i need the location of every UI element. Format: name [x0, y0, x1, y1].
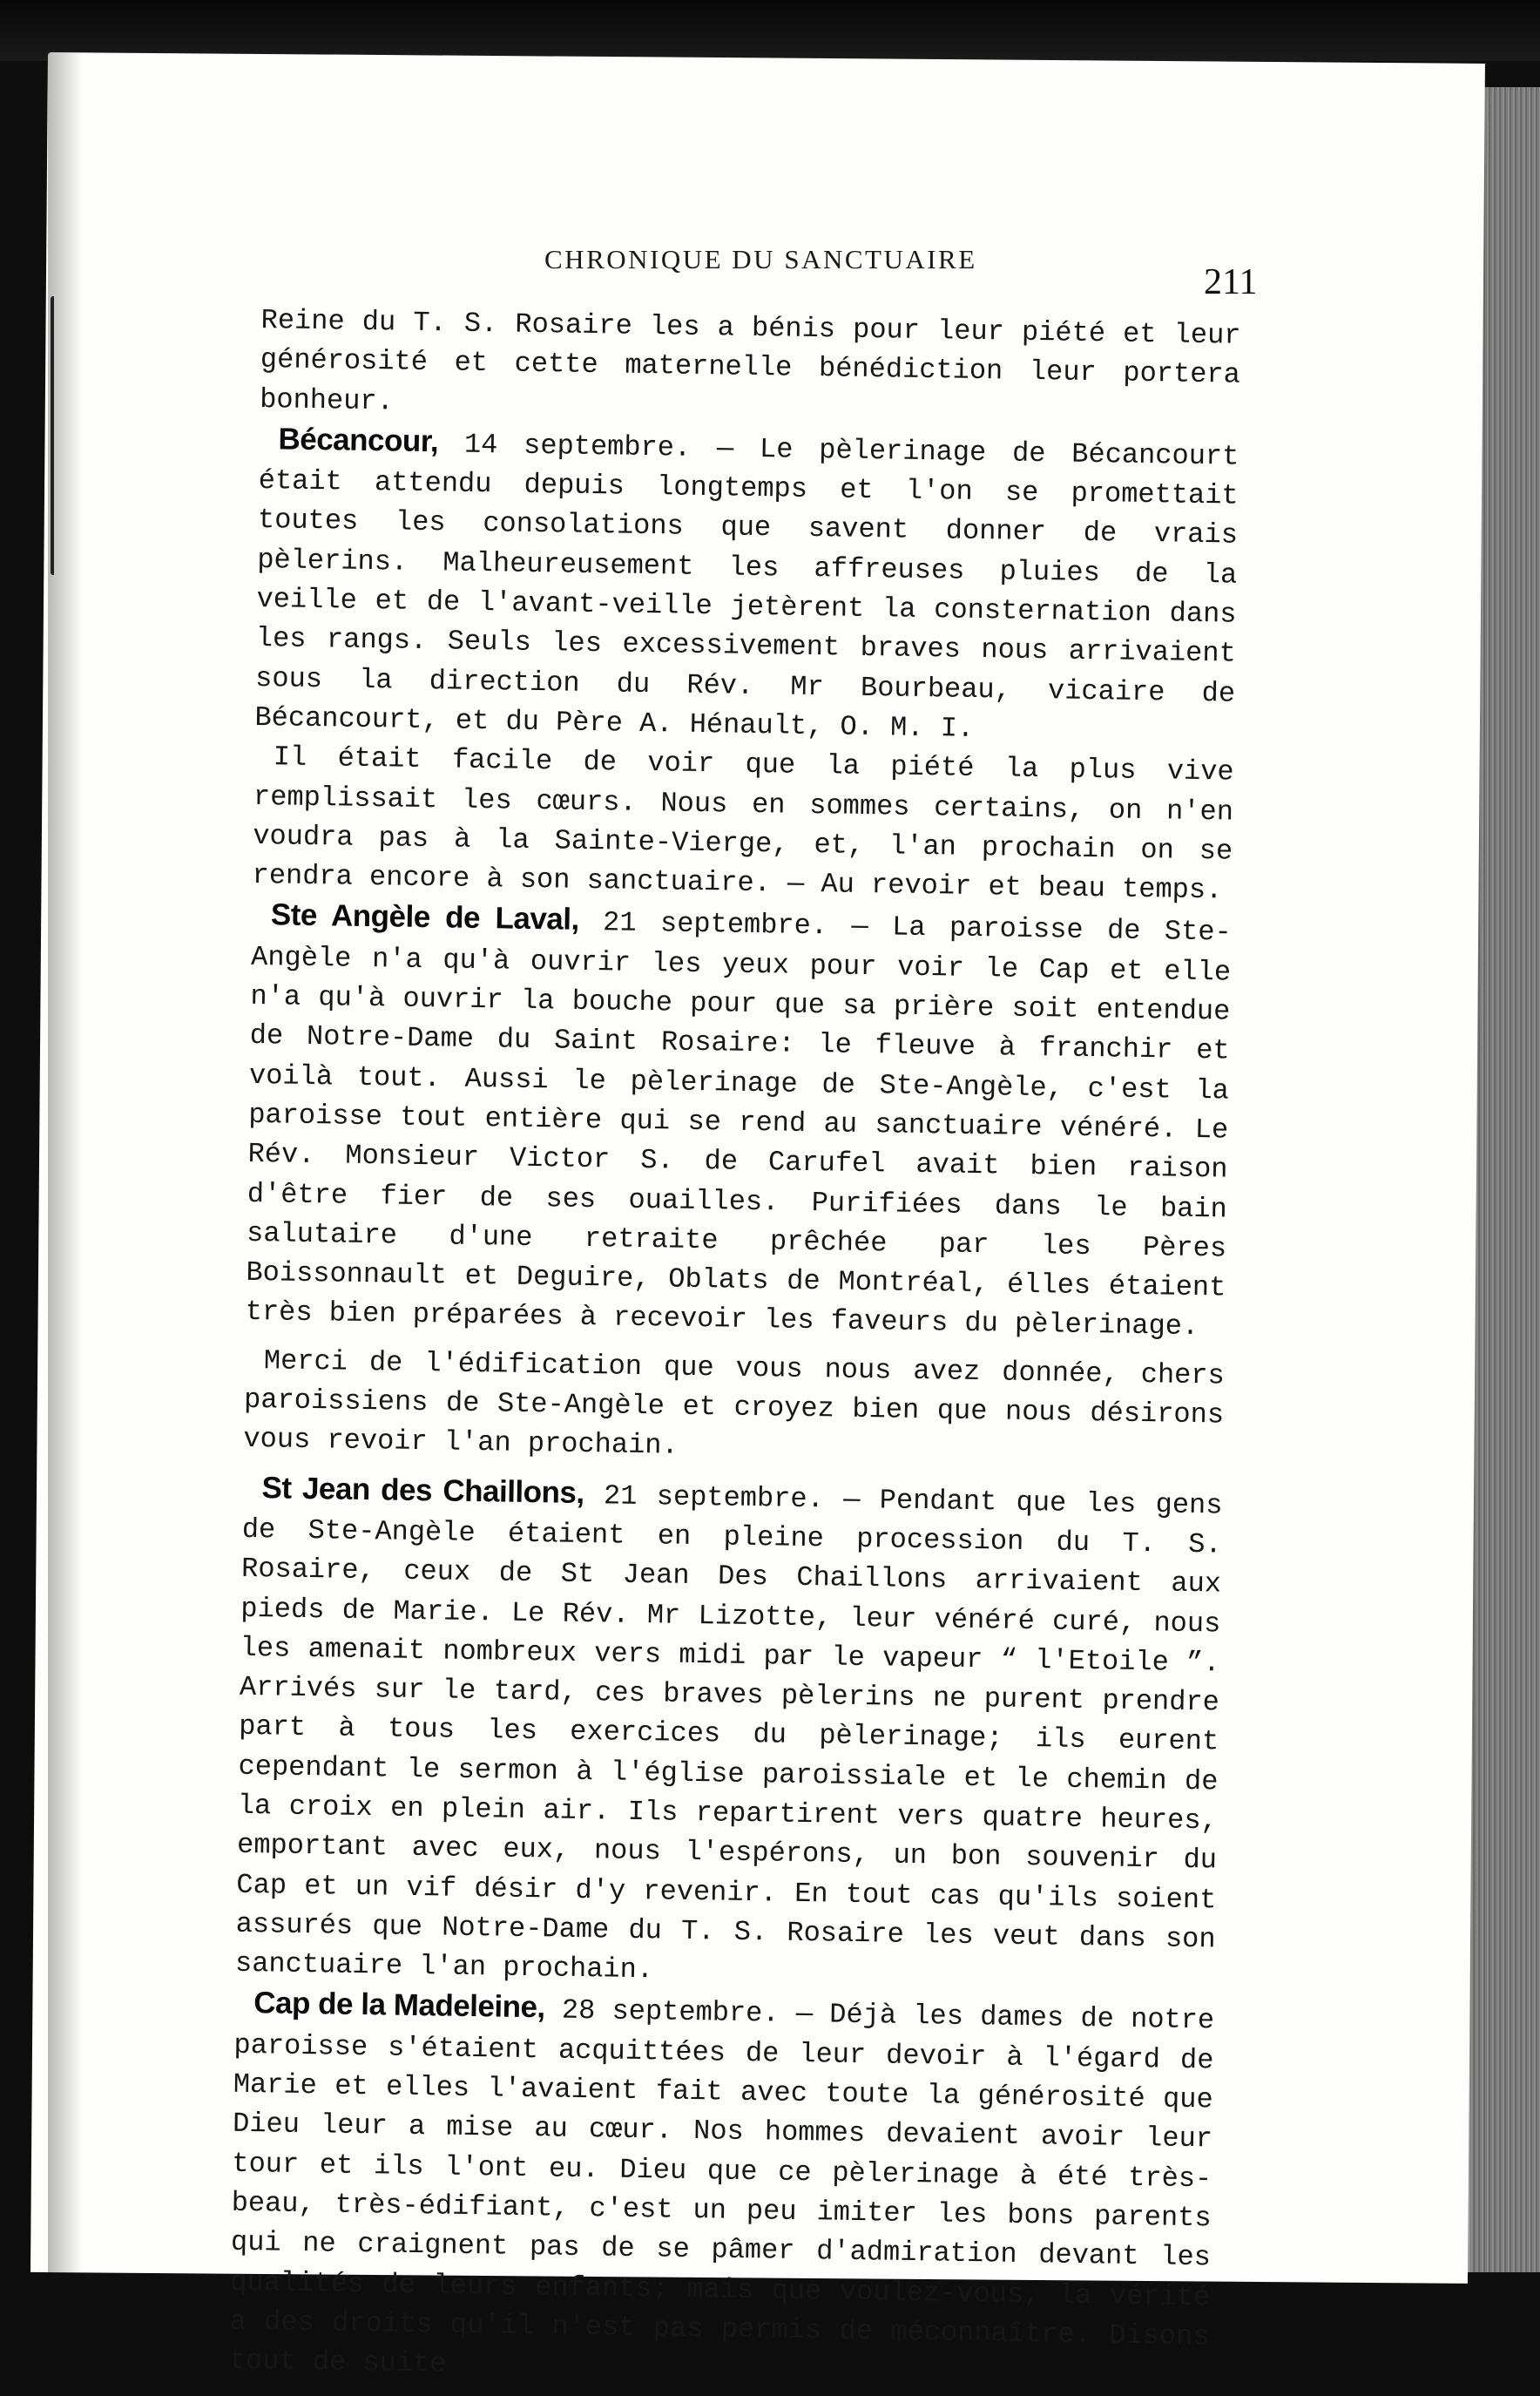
place-heading: Ste Angèle de Laval,: [270, 897, 580, 937]
place-heading: St Jean des Chaillons,: [261, 1470, 584, 1510]
paragraph-becancour-followup: [252, 737, 1234, 910]
paragraph-st-jean: [235, 1467, 1223, 1998]
paragraph-cap-de-la-madeleine: [228, 1983, 1214, 2396]
paragraph-text: 21 septembre. — Pendant que les gens de Ste-Angèle étaient en pleine procession du T. S. Rosaire, ceux de St Jean Des Chaillons arrivaient aux pieds de Marie. Le Rév. Mr Lizotte, leur vénéré curé, nous les amenait nombreux vers midi par le vapeur “ l'Etoile ”. Arrivés sur le tard, ces braves pèlerins ne purent prendre part à tous les exercices du pèlerinage; ils eurent cependant le sermon à l'église paroissiale et le chemin de la croix en plein air. Ils repartirent vers quatre heures, emportant avec eux, nous l'espérons, un bon souvenir du Cap et un vif désir d'y revenir. En tout cas qu'ils soient assurés que Notre-Dame du T. S. Rosaire les veut dans son sanctuaire l'an prochain.: [234, 1479, 1223, 1987]
paragraph-ste-angele-followup: [243, 1341, 1225, 1475]
paragraph-text: Reine du T. S. Rosaire les a bénis pour leur piété et leur générosité et cette maternelle bénédiction leur portera bonheur.: [259, 303, 1241, 417]
paragraph-text: Merci de l'édification que vous nous avez donnée, chers paroissiens de Ste-Angèle et croyez bien que nous désirons vous revoir l'an prochain.: [243, 1344, 1226, 1462]
running-title: CHRONIQUE DU SANCTUAIRE: [544, 244, 977, 274]
previous-page-edge: [51, 296, 64, 575]
paragraph-text: 28 septembre. — Déjà les dames de notre paroisse s'étaient acquittées de leur devoir à l'égard de Marie et elles l'avaient fait avec toute la générosité que Dieu leur a mise au cœur. Nos hommes devaient avoir leur tour et ils l'ont eu. Dieu que ce pèlerinage à été très-beau, très-édifiant, c'est un peu imiter les bons parents qui ne craignent pas de se pâmer d'admiration devant les qualités de leurs enfants; mais que voulez-vous, la vérité a des droits qu'il n'est pas permis de méconnaître. Disons tout de suite: [228, 1993, 1215, 2380]
paragraph-ste-angele: [245, 895, 1232, 1347]
paragraph-becancour: [254, 419, 1239, 753]
place-heading: Cap de la Madeleine,: [253, 1986, 546, 2025]
paragraph-text: 14 septembre. — Le pèlerinage de Bécancourt était attendu depuis longtemps et l'on se promettait toutes les consolations que savent donner de vrais pèlerins. Malheureusement les affreuses pluies de la veille et de l'avant-veille jetèrent la consternation dans les rangs. Seuls les excessivement braves nous arrivaient sous la direction du Rév. Mr Bourbeau, vicaire de Bécancourt, et du Père A. Hénault, O. M. I.: [254, 428, 1239, 745]
page-number: 211: [1204, 262, 1258, 302]
paragraph-text: Il était facile de voir que la piété la plus vive remplissait les cœurs. Nous en sommes certains, on n'en voudra pas à la Sainte-Vierge, et, l'an prochain on se rendra encore à son sanctuaire. — Au revoir et beau temps.: [252, 741, 1234, 907]
body-text: [228, 301, 1240, 2396]
paragraph-rosaire-intro: [260, 301, 1241, 435]
paragraph-text: 21 septembre. — La paroisse de Ste-Angèle n'a qu'à ouvrir les yeux pour voir le Cap et elle n'a qu'à ouvrir la bouche pour que sa prière soit entendue de Notre-Dame du Saint Rosaire: le fleuve à franchir et voilà tout. Aussi le pèlerinage de Ste-Angèle, c'est la paroisse tout entière qui se rend au sanctuaire vénéré. Le Rév. Monsieur Victor S. de Carufel avait bien raison d'être fier de ses ouailles. Purifiées dans le bain salutaire d'une retraite prêchée par les Pères Boissonnault et Deguire, Oblats de Montréal, élles étaient très bien préparées à recevoir les faveurs du pèlerinage.: [245, 906, 1233, 1344]
top-shadow: [0, 0, 1540, 61]
place-heading: Bécancour,: [278, 422, 439, 459]
